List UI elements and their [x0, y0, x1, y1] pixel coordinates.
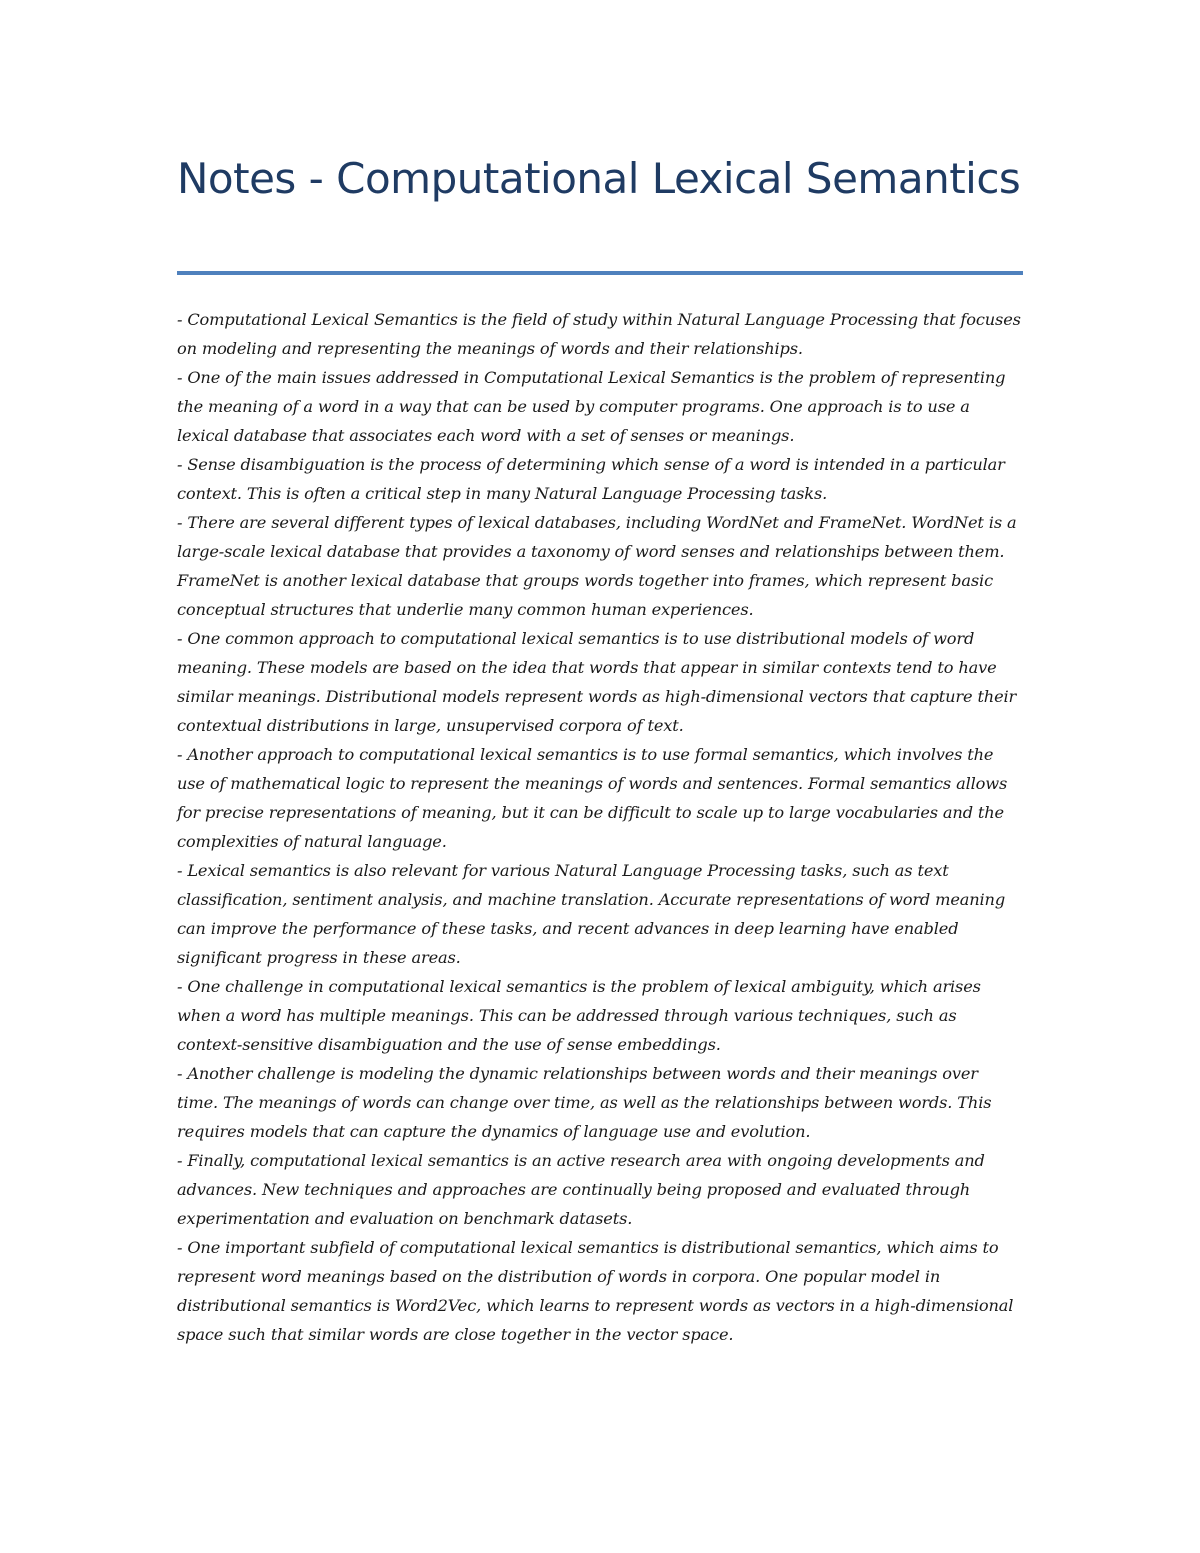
- paragraph: - One of the main issues addressed in Computational Lexical Semantics is the problem of representing the meaning of a word in a way that can be used by computer programs. One approach is to use a lexical database that associates each word with a set of senses or meanings.: [177, 368, 1006, 445]
- paragraph: - Another challenge is modeling the dynamic relationships between words and their meanings over time. The meanings of words can change over time, as well as the relationships between words. This requires models that can capture the dynamics of language use and evolution.: [177, 1064, 992, 1141]
- notes-body: [177, 305, 1023, 1349]
- paragraph: - One challenge in computational lexical semantics is the problem of lexical ambiguity, which arises when a word has multiple meanings. This can be addressed through various techniques, such as context-sensitive disambiguation and the use of sense embeddings.: [177, 977, 981, 1054]
- page-title: Notes - Computational Lexical Semantics: [177, 154, 1021, 203]
- paragraph: - One common approach to computational lexical semantics is to use distributional models of word meaning. These models are based on the idea that words that appear in similar contexts tend to have similar meanings. Distributional models represent words as high-dimensional vectors that capture their contextual distributions in large, unsupervised corpora of text.: [177, 629, 1017, 735]
- paragraph: - Sense disambiguation is the process of determining which sense of a word is intended in a particular context. This is often a critical step in many Natural Language Processing tasks.: [177, 455, 1005, 503]
- paragraph: - There are several different types of lexical databases, including WordNet and FrameNet. WordNet is a large-scale lexical database that provides a taxonomy of word senses and relationships between them. FrameNet is another lexical database that groups words together into frames, which represent basic conceptual structures that underlie many common human experiences.: [177, 513, 1017, 619]
- paragraph: - One important subfield of computational lexical semantics is distributional semantics, which aims to represent word meanings based on the distribution of words in corpora. One popular model in distributional semantics is Word2Vec, which learns to represent words as vectors in a high-dimensional space such that similar words are close together in the vector space.: [177, 1238, 1014, 1344]
- paragraph: - Computational Lexical Semantics is the field of study within Natural Language Processing that focuses on modeling and representing the meanings of words and their relationships.: [177, 310, 1021, 358]
- paragraph: - Finally, computational lexical semantics is an active research area with ongoing developments and advances. New techniques and approaches are continually being proposed and evaluated through experimentation and evaluation on benchmark datasets.: [177, 1151, 985, 1228]
- paragraph: - Lexical semantics is also relevant for various Natural Language Processing tasks, such as text classification, sentiment analysis, and machine translation. Accurate representations of word meaning can improve the performance of these tasks, and recent advances in deep learning have enabled significant progress in these areas.: [177, 861, 1006, 967]
- paragraph: - Another approach to computational lexical semantics is to use formal semantics, which involves the use of mathematical logic to represent the meanings of words and sentences. Formal semantics allows for precise representations of meaning, but it can be difficult to scale up to large vocabularies and the complexities of natural language.: [177, 745, 1008, 851]
- title-underline-divider: [177, 271, 1023, 275]
